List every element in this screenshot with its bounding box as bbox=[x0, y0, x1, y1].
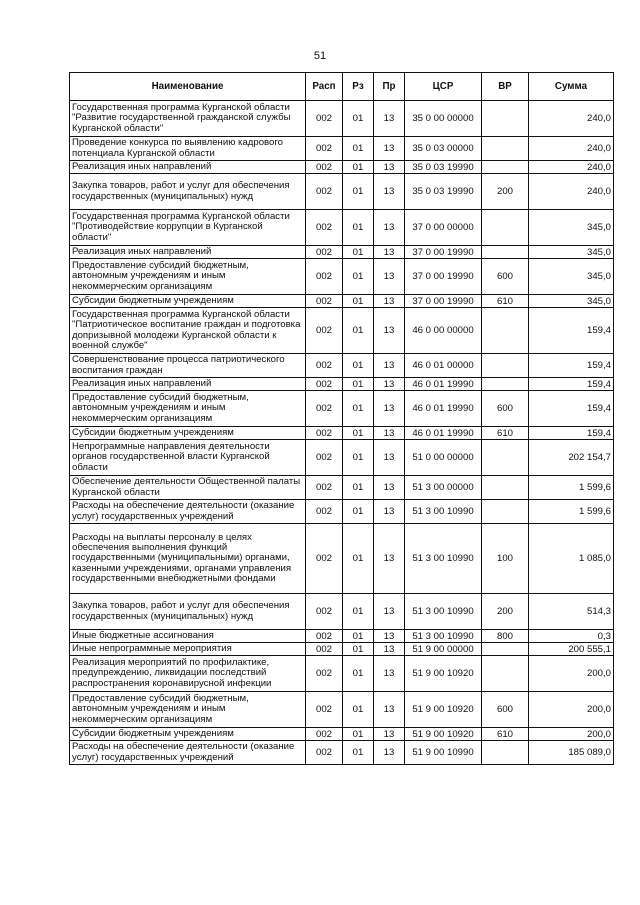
cell-name: Закупка товаров, работ и услуг для обеспечения государственных (муниципальных) нужд bbox=[70, 174, 306, 210]
cell-pr: 13 bbox=[374, 137, 405, 161]
cell-name: Закупка товаров, работ и услуг для обеспечения государственных (муниципальных) нужд bbox=[70, 594, 306, 630]
cell-rz: 01 bbox=[343, 500, 374, 524]
cell-vr bbox=[482, 161, 529, 174]
table-row bbox=[70, 476, 614, 500]
cell-pr: 13 bbox=[374, 630, 405, 643]
cell-pr: 13 bbox=[374, 427, 405, 440]
cell-rz: 01 bbox=[343, 692, 374, 728]
cell-csr: 46 0 01 19990 bbox=[405, 391, 482, 427]
cell-sum: 1 599,6 bbox=[529, 500, 614, 524]
cell-csr: 46 0 01 00000 bbox=[405, 354, 482, 378]
table-row bbox=[70, 656, 614, 692]
cell-name: Субсидии бюджетным учреждениям bbox=[70, 728, 306, 741]
table-row bbox=[70, 246, 614, 259]
cell-csr: 51 3 00 10990 bbox=[405, 630, 482, 643]
cell-rasp: 002 bbox=[306, 476, 343, 500]
cell-sum: 345,0 bbox=[529, 295, 614, 308]
table-row bbox=[70, 295, 614, 308]
cell-pr: 13 bbox=[374, 741, 405, 765]
cell-csr: 51 9 00 10920 bbox=[405, 692, 482, 728]
cell-vr bbox=[482, 137, 529, 161]
table-row bbox=[70, 378, 614, 391]
cell-sum: 345,0 bbox=[529, 210, 614, 246]
table-row bbox=[70, 259, 614, 295]
cell-sum: 185 089,0 bbox=[529, 741, 614, 765]
table-row bbox=[70, 643, 614, 656]
cell-csr: 46 0 01 19990 bbox=[405, 427, 482, 440]
header-vr: ВР bbox=[482, 73, 529, 101]
cell-pr: 13 bbox=[374, 378, 405, 391]
cell-csr: 51 9 00 00000 bbox=[405, 643, 482, 656]
cell-rz: 01 bbox=[343, 101, 374, 137]
cell-vr: 200 bbox=[482, 594, 529, 630]
table-row bbox=[70, 161, 614, 174]
cell-vr bbox=[482, 741, 529, 765]
cell-rasp: 002 bbox=[306, 643, 343, 656]
cell-csr: 37 0 00 19990 bbox=[405, 295, 482, 308]
cell-rz: 01 bbox=[343, 378, 374, 391]
cell-rasp: 002 bbox=[306, 630, 343, 643]
cell-rz: 01 bbox=[343, 630, 374, 643]
cell-sum: 240,0 bbox=[529, 101, 614, 137]
cell-pr: 13 bbox=[374, 476, 405, 500]
cell-name: Реализация иных направлений bbox=[70, 161, 306, 174]
cell-vr: 100 bbox=[482, 524, 529, 594]
cell-rz: 01 bbox=[343, 643, 374, 656]
cell-rz: 01 bbox=[343, 246, 374, 259]
cell-rasp: 002 bbox=[306, 246, 343, 259]
cell-name: Субсидии бюджетным учреждениям bbox=[70, 427, 306, 440]
cell-sum: 200,0 bbox=[529, 656, 614, 692]
cell-rasp: 002 bbox=[306, 137, 343, 161]
cell-pr: 13 bbox=[374, 308, 405, 354]
cell-vr bbox=[482, 378, 529, 391]
table-row bbox=[70, 101, 614, 137]
cell-pr: 13 bbox=[374, 656, 405, 692]
cell-csr: 46 0 01 19990 bbox=[405, 378, 482, 391]
cell-vr bbox=[482, 500, 529, 524]
cell-rz: 01 bbox=[343, 137, 374, 161]
table-row bbox=[70, 630, 614, 643]
cell-name: Проведение конкурса по выявлению кадрового потенциала Курганской области bbox=[70, 137, 306, 161]
cell-sum: 240,0 bbox=[529, 137, 614, 161]
cell-rasp: 002 bbox=[306, 259, 343, 295]
cell-vr bbox=[482, 656, 529, 692]
cell-name: Реализация мероприятий по профилактике, предупреждению, ликвидации последствий распространения коронавирусной инфекции bbox=[70, 656, 306, 692]
cell-rasp: 002 bbox=[306, 174, 343, 210]
cell-csr: 37 0 00 19990 bbox=[405, 246, 482, 259]
cell-rasp: 002 bbox=[306, 161, 343, 174]
cell-name: Непрограммные направления деятельности органов государственной власти Курганской области bbox=[70, 440, 306, 476]
cell-sum: 159,4 bbox=[529, 378, 614, 391]
table-row bbox=[70, 692, 614, 728]
cell-sum: 200,0 bbox=[529, 692, 614, 728]
cell-sum: 1 599,6 bbox=[529, 476, 614, 500]
cell-csr: 35 0 03 19990 bbox=[405, 161, 482, 174]
cell-sum: 200 555,1 bbox=[529, 643, 614, 656]
table-row bbox=[70, 500, 614, 524]
cell-vr bbox=[482, 476, 529, 500]
cell-csr: 51 3 00 00000 bbox=[405, 476, 482, 500]
cell-rasp: 002 bbox=[306, 728, 343, 741]
cell-vr: 600 bbox=[482, 391, 529, 427]
cell-sum: 0,3 bbox=[529, 630, 614, 643]
cell-rasp: 002 bbox=[306, 391, 343, 427]
cell-sum: 240,0 bbox=[529, 174, 614, 210]
cell-rasp: 002 bbox=[306, 741, 343, 765]
table-header-row bbox=[70, 73, 614, 101]
cell-vr: 610 bbox=[482, 295, 529, 308]
cell-rz: 01 bbox=[343, 391, 374, 427]
cell-rz: 01 bbox=[343, 174, 374, 210]
cell-name: Государственная программа Курганской области "Развитие государственной гражданской службы Курганской области" bbox=[70, 101, 306, 137]
header-rz: Рз bbox=[343, 73, 374, 101]
cell-pr: 13 bbox=[374, 391, 405, 427]
cell-name: Государственная программа Курганской области "Патриотическое воспитание граждан и подготовка допризывной молодежи Курганской области к военной службе" bbox=[70, 308, 306, 354]
cell-name: Предоставление субсидий бюджетным, автономным учреждениям и иным некоммерческим организациям bbox=[70, 391, 306, 427]
cell-csr: 35 0 03 19990 bbox=[405, 174, 482, 210]
table-row bbox=[70, 524, 614, 594]
cell-name: Расходы на обеспечение деятельности (оказание услуг) государственных учреждений bbox=[70, 500, 306, 524]
cell-rasp: 002 bbox=[306, 524, 343, 594]
cell-rasp: 002 bbox=[306, 500, 343, 524]
cell-vr bbox=[482, 440, 529, 476]
cell-pr: 13 bbox=[374, 295, 405, 308]
cell-rz: 01 bbox=[343, 656, 374, 692]
header-pr: Пр bbox=[374, 73, 405, 101]
cell-sum: 200,0 bbox=[529, 728, 614, 741]
cell-vr: 610 bbox=[482, 427, 529, 440]
cell-sum: 159,4 bbox=[529, 354, 614, 378]
cell-name: Расходы на выплаты персоналу в целях обеспечения выполнения функций государственными (муниципальными) органами, казенными учреждениями, органами управления государственными внебюджетными фондами bbox=[70, 524, 306, 594]
cell-name: Предоставление субсидий бюджетным, автономным учреждениям и иным некоммерческим организациям bbox=[70, 259, 306, 295]
cell-vr bbox=[482, 210, 529, 246]
table-row bbox=[70, 308, 614, 354]
cell-csr: 51 9 00 10920 bbox=[405, 656, 482, 692]
cell-sum: 1 085,0 bbox=[529, 524, 614, 594]
cell-pr: 13 bbox=[374, 594, 405, 630]
cell-rz: 01 bbox=[343, 210, 374, 246]
cell-name: Иные непрограммные мероприятия bbox=[70, 643, 306, 656]
cell-csr: 35 0 00 00000 bbox=[405, 101, 482, 137]
cell-vr: 200 bbox=[482, 174, 529, 210]
cell-csr: 37 0 00 00000 bbox=[405, 210, 482, 246]
cell-sum: 240,0 bbox=[529, 161, 614, 174]
cell-rz: 01 bbox=[343, 295, 374, 308]
cell-rz: 01 bbox=[343, 308, 374, 354]
cell-sum: 202 154,7 bbox=[529, 440, 614, 476]
cell-rz: 01 bbox=[343, 354, 374, 378]
page-number: 51 bbox=[313, 50, 327, 62]
cell-name: Субсидии бюджетным учреждениям bbox=[70, 295, 306, 308]
cell-name: Иные бюджетные ассигнования bbox=[70, 630, 306, 643]
cell-name: Совершенствование процесса патриотического воспитания граждан bbox=[70, 354, 306, 378]
table-row bbox=[70, 741, 614, 765]
cell-pr: 13 bbox=[374, 161, 405, 174]
table-row bbox=[70, 594, 614, 630]
cell-pr: 13 bbox=[374, 246, 405, 259]
cell-rasp: 002 bbox=[306, 101, 343, 137]
cell-rasp: 002 bbox=[306, 378, 343, 391]
cell-pr: 13 bbox=[374, 440, 405, 476]
table-row bbox=[70, 391, 614, 427]
cell-pr: 13 bbox=[374, 259, 405, 295]
cell-pr: 13 bbox=[374, 643, 405, 656]
cell-sum: 159,4 bbox=[529, 391, 614, 427]
cell-pr: 13 bbox=[374, 500, 405, 524]
cell-csr: 35 0 03 00000 bbox=[405, 137, 482, 161]
cell-rasp: 002 bbox=[306, 427, 343, 440]
cell-rz: 01 bbox=[343, 161, 374, 174]
cell-sum: 514,3 bbox=[529, 594, 614, 630]
cell-rz: 01 bbox=[343, 427, 374, 440]
cell-csr: 51 9 00 10990 bbox=[405, 741, 482, 765]
cell-rz: 01 bbox=[343, 524, 374, 594]
table-row bbox=[70, 728, 614, 741]
cell-vr: 600 bbox=[482, 259, 529, 295]
cell-pr: 13 bbox=[374, 174, 405, 210]
cell-name: Реализация иных направлений bbox=[70, 246, 306, 259]
cell-sum: 345,0 bbox=[529, 246, 614, 259]
cell-csr: 51 3 00 10990 bbox=[405, 500, 482, 524]
cell-pr: 13 bbox=[374, 692, 405, 728]
table-row bbox=[70, 440, 614, 476]
cell-name: Предоставление субсидий бюджетным, автономным учреждениям и иным некоммерческим организациям bbox=[70, 692, 306, 728]
cell-rz: 01 bbox=[343, 728, 374, 741]
cell-rasp: 002 bbox=[306, 354, 343, 378]
cell-pr: 13 bbox=[374, 728, 405, 741]
table-row bbox=[70, 137, 614, 161]
cell-name: Расходы на обеспечение деятельности (оказание услуг) государственных учреждений bbox=[70, 741, 306, 765]
table-row bbox=[70, 354, 614, 378]
table-row bbox=[70, 427, 614, 440]
cell-pr: 13 bbox=[374, 524, 405, 594]
cell-pr: 13 bbox=[374, 354, 405, 378]
cell-rasp: 002 bbox=[306, 308, 343, 354]
cell-rz: 01 bbox=[343, 440, 374, 476]
cell-rz: 01 bbox=[343, 259, 374, 295]
cell-vr: 600 bbox=[482, 692, 529, 728]
cell-pr: 13 bbox=[374, 101, 405, 137]
cell-csr: 51 3 00 10990 bbox=[405, 524, 482, 594]
header-csr: ЦСР bbox=[405, 73, 482, 101]
cell-name: Реализация иных направлений bbox=[70, 378, 306, 391]
cell-pr: 13 bbox=[374, 210, 405, 246]
cell-rasp: 002 bbox=[306, 295, 343, 308]
table-row bbox=[70, 210, 614, 246]
cell-vr: 800 bbox=[482, 630, 529, 643]
cell-csr: 51 0 00 00000 bbox=[405, 440, 482, 476]
header-name: Наименование bbox=[70, 73, 306, 101]
cell-csr: 46 0 00 00000 bbox=[405, 308, 482, 354]
cell-vr bbox=[482, 643, 529, 656]
cell-sum: 159,4 bbox=[529, 427, 614, 440]
cell-vr: 610 bbox=[482, 728, 529, 741]
cell-vr bbox=[482, 354, 529, 378]
cell-name: Государственная программа Курганской области "Противодействие коррупции в Курганской области" bbox=[70, 210, 306, 246]
cell-csr: 51 9 00 10920 bbox=[405, 728, 482, 741]
cell-vr bbox=[482, 101, 529, 137]
table-body bbox=[70, 101, 614, 765]
budget-table bbox=[69, 72, 614, 765]
table-row bbox=[70, 174, 614, 210]
cell-rz: 01 bbox=[343, 476, 374, 500]
header-sum: Сумма bbox=[529, 73, 614, 101]
cell-sum: 345,0 bbox=[529, 259, 614, 295]
header-rasp: Расп bbox=[306, 73, 343, 101]
cell-rasp: 002 bbox=[306, 692, 343, 728]
cell-vr bbox=[482, 308, 529, 354]
cell-name: Обеспечение деятельности Общественной палаты Курганской области bbox=[70, 476, 306, 500]
cell-rasp: 002 bbox=[306, 210, 343, 246]
cell-csr: 51 3 00 10990 bbox=[405, 594, 482, 630]
cell-csr: 37 0 00 19990 bbox=[405, 259, 482, 295]
cell-sum: 159,4 bbox=[529, 308, 614, 354]
cell-vr bbox=[482, 246, 529, 259]
cell-rasp: 002 bbox=[306, 656, 343, 692]
cell-rz: 01 bbox=[343, 741, 374, 765]
cell-rasp: 002 bbox=[306, 594, 343, 630]
cell-rz: 01 bbox=[343, 594, 374, 630]
cell-rasp: 002 bbox=[306, 440, 343, 476]
